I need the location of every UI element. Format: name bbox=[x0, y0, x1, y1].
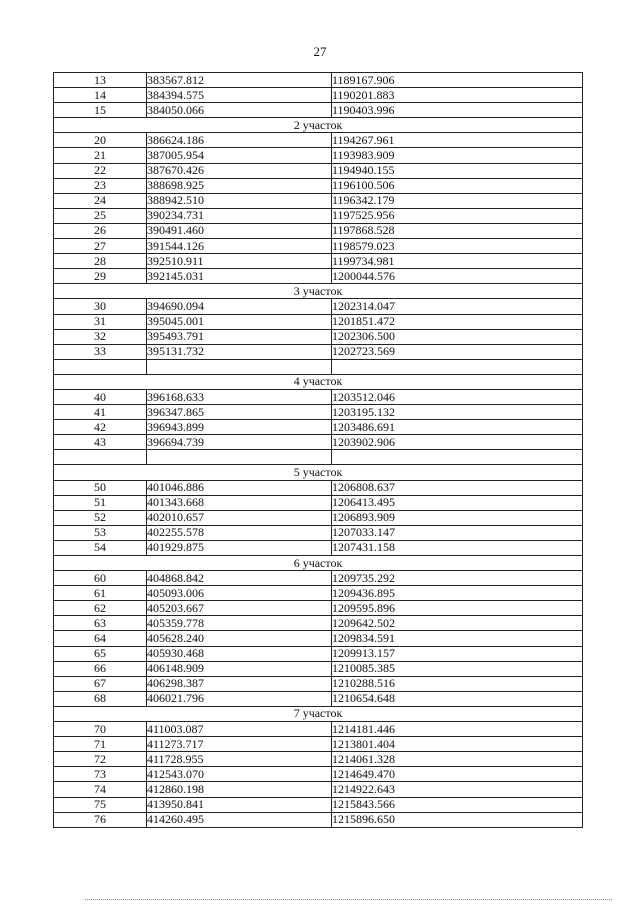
y-coordinate-cell: 1190201.883 bbox=[332, 88, 583, 103]
y-coordinate-cell: 1214061.328 bbox=[332, 752, 583, 767]
x-coordinate-cell: 396347.865 bbox=[147, 405, 332, 420]
point-number-cell: 67 bbox=[54, 676, 147, 691]
x-coordinate-cell: 383567.812 bbox=[147, 73, 332, 88]
y-coordinate-cell bbox=[332, 359, 583, 374]
x-coordinate-cell: 402010.657 bbox=[147, 510, 332, 525]
table-row bbox=[54, 661, 583, 676]
table-row bbox=[54, 359, 583, 374]
x-coordinate-cell: 390491.460 bbox=[147, 223, 332, 238]
section-header-row bbox=[54, 374, 583, 389]
y-coordinate-cell: 1203512.046 bbox=[332, 389, 583, 404]
table-row bbox=[54, 148, 583, 163]
x-coordinate-cell: 388942.510 bbox=[147, 193, 332, 208]
point-number-cell: 74 bbox=[54, 782, 147, 797]
y-coordinate-cell: 1210654.648 bbox=[332, 691, 583, 706]
x-coordinate-cell: 412860.198 bbox=[147, 782, 332, 797]
y-coordinate-cell: 1198579.023 bbox=[332, 239, 583, 254]
y-coordinate-cell: 1210085.385 bbox=[332, 661, 583, 676]
y-coordinate-cell: 1194267.961 bbox=[332, 133, 583, 148]
table-row bbox=[54, 676, 583, 691]
point-number-cell: 61 bbox=[54, 586, 147, 601]
point-number-cell: 52 bbox=[54, 510, 147, 525]
x-coordinate-cell: 406021.796 bbox=[147, 691, 332, 706]
x-coordinate-cell: 401343.668 bbox=[147, 495, 332, 510]
table-row bbox=[54, 163, 583, 178]
y-coordinate-cell: 1214181.446 bbox=[332, 722, 583, 737]
y-coordinate-cell: 1203486.691 bbox=[332, 420, 583, 435]
x-coordinate-cell: 396168.633 bbox=[147, 389, 332, 404]
section-label: 7 участок bbox=[54, 706, 583, 721]
point-number-cell: 22 bbox=[54, 163, 147, 178]
x-coordinate-cell: 405628.240 bbox=[147, 631, 332, 646]
x-coordinate-cell: 414260.495 bbox=[147, 812, 332, 827]
table-row bbox=[54, 691, 583, 706]
y-coordinate-cell: 1215896.650 bbox=[332, 812, 583, 827]
bottom-rule bbox=[85, 899, 612, 900]
x-coordinate-cell: 396694.739 bbox=[147, 435, 332, 450]
table-row bbox=[54, 812, 583, 827]
point-number-cell: 60 bbox=[54, 571, 147, 586]
table-row bbox=[54, 133, 583, 148]
x-coordinate-cell: 386624.186 bbox=[147, 133, 332, 148]
y-coordinate-cell: 1200044.576 bbox=[332, 269, 583, 284]
section-label: 5 участок bbox=[54, 465, 583, 480]
y-coordinate-cell: 1194940.155 bbox=[332, 163, 583, 178]
table-row bbox=[54, 314, 583, 329]
point-number-cell: 21 bbox=[54, 148, 147, 163]
table-row bbox=[54, 782, 583, 797]
section-header-row bbox=[54, 556, 583, 571]
point-number-cell: 28 bbox=[54, 254, 147, 269]
point-number-cell: 64 bbox=[54, 631, 147, 646]
point-number-cell: 20 bbox=[54, 133, 147, 148]
page-number: 27 bbox=[313, 44, 327, 59]
point-number-cell bbox=[54, 359, 147, 374]
point-number-cell: 14 bbox=[54, 88, 147, 103]
x-coordinate-cell: 392145.031 bbox=[147, 269, 332, 284]
point-number-cell: 26 bbox=[54, 223, 147, 238]
table-row bbox=[54, 601, 583, 616]
coordinates-table bbox=[53, 72, 583, 828]
x-coordinate-cell: 394690.094 bbox=[147, 299, 332, 314]
section-header-row bbox=[54, 284, 583, 299]
point-number-cell: 53 bbox=[54, 525, 147, 540]
table-row bbox=[54, 616, 583, 631]
x-coordinate-cell: 413950.841 bbox=[147, 797, 332, 812]
point-number-cell: 66 bbox=[54, 661, 147, 676]
table-row bbox=[54, 480, 583, 495]
x-coordinate-cell: 396943.899 bbox=[147, 420, 332, 435]
x-coordinate-cell: 401046.886 bbox=[147, 480, 332, 495]
point-number-cell: 41 bbox=[54, 405, 147, 420]
table-row bbox=[54, 405, 583, 420]
y-coordinate-cell: 1206808.637 bbox=[332, 480, 583, 495]
y-coordinate-cell: 1202306.500 bbox=[332, 329, 583, 344]
table-row bbox=[54, 450, 583, 465]
table-row bbox=[54, 767, 583, 782]
x-coordinate-cell: 411003.087 bbox=[147, 722, 332, 737]
point-number-cell: 40 bbox=[54, 389, 147, 404]
x-coordinate-cell: 405093.006 bbox=[147, 586, 332, 601]
section-label: 6 участок bbox=[54, 556, 583, 571]
section-header-row bbox=[54, 118, 583, 133]
y-coordinate-cell: 1209834.591 bbox=[332, 631, 583, 646]
table-row bbox=[54, 73, 583, 88]
point-number-cell: 29 bbox=[54, 269, 147, 284]
table-row bbox=[54, 420, 583, 435]
table-row bbox=[54, 495, 583, 510]
section-label: 4 участок bbox=[54, 374, 583, 389]
table-row bbox=[54, 525, 583, 540]
y-coordinate-cell: 1196100.506 bbox=[332, 178, 583, 193]
point-number-cell: 50 bbox=[54, 480, 147, 495]
point-number-cell: 30 bbox=[54, 299, 147, 314]
y-coordinate-cell: 1203902.906 bbox=[332, 435, 583, 450]
y-coordinate-cell: 1206893.909 bbox=[332, 510, 583, 525]
table-row bbox=[54, 239, 583, 254]
point-number-cell: 65 bbox=[54, 646, 147, 661]
x-coordinate-cell: 395131.732 bbox=[147, 344, 332, 359]
table-row bbox=[54, 435, 583, 450]
y-coordinate-cell: 1209642.502 bbox=[332, 616, 583, 631]
x-coordinate-cell: 401929.875 bbox=[147, 540, 332, 555]
table-row bbox=[54, 88, 583, 103]
table-row bbox=[54, 389, 583, 404]
point-number-cell: 32 bbox=[54, 329, 147, 344]
y-coordinate-cell: 1189167.906 bbox=[332, 73, 583, 88]
table-row bbox=[54, 510, 583, 525]
x-coordinate-cell: 405359.778 bbox=[147, 616, 332, 631]
y-coordinate-cell: 1197525.956 bbox=[332, 208, 583, 223]
y-coordinate-cell: 1206413.495 bbox=[332, 495, 583, 510]
x-coordinate-cell: 384394.575 bbox=[147, 88, 332, 103]
section-header-row bbox=[54, 706, 583, 721]
y-coordinate-cell: 1201851.472 bbox=[332, 314, 583, 329]
y-coordinate-cell: 1214922.643 bbox=[332, 782, 583, 797]
section-label: 3 участок bbox=[54, 284, 583, 299]
table-row bbox=[54, 540, 583, 555]
x-coordinate-cell: 405930.468 bbox=[147, 646, 332, 661]
x-coordinate-cell: 411273.717 bbox=[147, 737, 332, 752]
y-coordinate-cell: 1202314.047 bbox=[332, 299, 583, 314]
table-row bbox=[54, 571, 583, 586]
table-row bbox=[54, 103, 583, 118]
table-row bbox=[54, 586, 583, 601]
x-coordinate-cell bbox=[147, 359, 332, 374]
table-row bbox=[54, 299, 583, 314]
point-number-cell: 62 bbox=[54, 601, 147, 616]
table-row bbox=[54, 797, 583, 812]
y-coordinate-cell: 1209436.895 bbox=[332, 586, 583, 601]
point-number-cell: 76 bbox=[54, 812, 147, 827]
y-coordinate-cell: 1214649.470 bbox=[332, 767, 583, 782]
section-header-row bbox=[54, 465, 583, 480]
x-coordinate-cell: 411728.955 bbox=[147, 752, 332, 767]
point-number-cell: 31 bbox=[54, 314, 147, 329]
x-coordinate-cell: 387670.426 bbox=[147, 163, 332, 178]
point-number-cell: 24 bbox=[54, 193, 147, 208]
table-row bbox=[54, 646, 583, 661]
table-row bbox=[54, 254, 583, 269]
point-number-cell: 71 bbox=[54, 737, 147, 752]
x-coordinate-cell: 406148.909 bbox=[147, 661, 332, 676]
point-number-cell: 43 bbox=[54, 435, 147, 450]
y-coordinate-cell: 1196342.179 bbox=[332, 193, 583, 208]
point-number-cell bbox=[54, 450, 147, 465]
point-number-cell: 63 bbox=[54, 616, 147, 631]
table-row bbox=[54, 193, 583, 208]
point-number-cell: 70 bbox=[54, 722, 147, 737]
point-number-cell: 72 bbox=[54, 752, 147, 767]
y-coordinate-cell: 1190403.996 bbox=[332, 103, 583, 118]
coordinates-table-body bbox=[54, 73, 583, 828]
x-coordinate-cell: 391544.126 bbox=[147, 239, 332, 254]
section-label: 2 участок bbox=[54, 118, 583, 133]
table-row bbox=[54, 631, 583, 646]
point-number-cell: 13 bbox=[54, 73, 147, 88]
point-number-cell: 15 bbox=[54, 103, 147, 118]
x-coordinate-cell: 392510.911 bbox=[147, 254, 332, 269]
y-coordinate-cell: 1210288.516 bbox=[332, 676, 583, 691]
x-coordinate-cell: 395045.001 bbox=[147, 314, 332, 329]
y-coordinate-cell: 1207431.158 bbox=[332, 540, 583, 555]
x-coordinate-cell: 406298.387 bbox=[147, 676, 332, 691]
y-coordinate-cell: 1199734.981 bbox=[332, 254, 583, 269]
y-coordinate-cell: 1193983.909 bbox=[332, 148, 583, 163]
table-row bbox=[54, 722, 583, 737]
point-number-cell: 42 bbox=[54, 420, 147, 435]
x-coordinate-cell: 387005.954 bbox=[147, 148, 332, 163]
table-row bbox=[54, 329, 583, 344]
x-coordinate-cell: 388698.925 bbox=[147, 178, 332, 193]
table-row bbox=[54, 178, 583, 193]
x-coordinate-cell: 395493.791 bbox=[147, 329, 332, 344]
point-number-cell: 68 bbox=[54, 691, 147, 706]
y-coordinate-cell: 1207033.147 bbox=[332, 525, 583, 540]
point-number-cell: 33 bbox=[54, 344, 147, 359]
x-coordinate-cell: 404868.842 bbox=[147, 571, 332, 586]
y-coordinate-cell: 1213801.404 bbox=[332, 737, 583, 752]
x-coordinate-cell: 412543.070 bbox=[147, 767, 332, 782]
y-coordinate-cell: 1202723.569 bbox=[332, 344, 583, 359]
x-coordinate-cell: 402255.578 bbox=[147, 525, 332, 540]
x-coordinate-cell: 405203.667 bbox=[147, 601, 332, 616]
x-coordinate-cell: 390234.731 bbox=[147, 208, 332, 223]
point-number-cell: 73 bbox=[54, 767, 147, 782]
point-number-cell: 51 bbox=[54, 495, 147, 510]
y-coordinate-cell bbox=[332, 450, 583, 465]
table-row bbox=[54, 344, 583, 359]
point-number-cell: 25 bbox=[54, 208, 147, 223]
point-number-cell: 27 bbox=[54, 239, 147, 254]
point-number-cell: 54 bbox=[54, 540, 147, 555]
table-row bbox=[54, 223, 583, 238]
table-row bbox=[54, 208, 583, 223]
x-coordinate-cell bbox=[147, 450, 332, 465]
y-coordinate-cell: 1209595.896 bbox=[332, 601, 583, 616]
y-coordinate-cell: 1203195.132 bbox=[332, 405, 583, 420]
y-coordinate-cell: 1209913.157 bbox=[332, 646, 583, 661]
y-coordinate-cell: 1197868.528 bbox=[332, 223, 583, 238]
y-coordinate-cell: 1215843.566 bbox=[332, 797, 583, 812]
point-number-cell: 75 bbox=[54, 797, 147, 812]
x-coordinate-cell: 384050.066 bbox=[147, 103, 332, 118]
table-row bbox=[54, 737, 583, 752]
table-row bbox=[54, 269, 583, 284]
table-row bbox=[54, 752, 583, 767]
point-number-cell: 23 bbox=[54, 178, 147, 193]
y-coordinate-cell: 1209735.292 bbox=[332, 571, 583, 586]
